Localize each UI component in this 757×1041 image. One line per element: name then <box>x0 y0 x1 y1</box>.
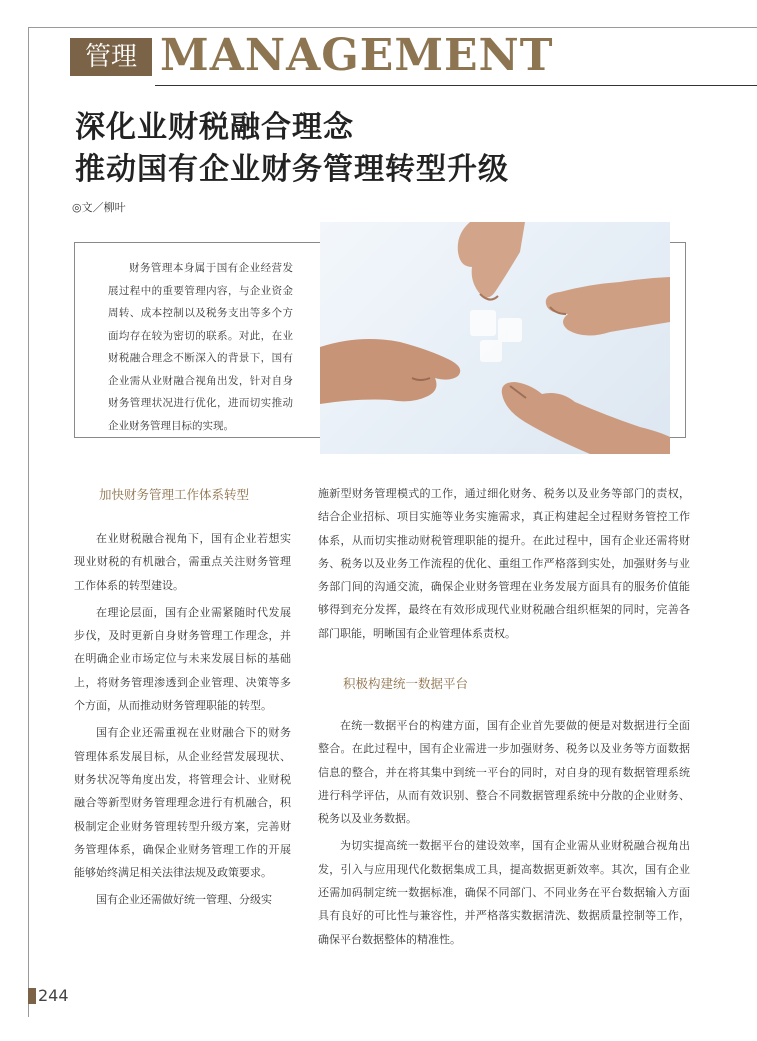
page-number: 244 <box>38 986 69 1005</box>
section1-paragraph: 在理论层面，国有企业需紧随时代发展步伐，及时更新自身财务管理工作理念，并在明确企业市场定位与未来发展目标的基础上，将财务管理渗透到企业管理、决策等多个方面，从而推动财务管理职能的转型。 <box>74 605 291 713</box>
byline: ◎文／柳叶 <box>72 201 126 214</box>
hand-top <box>458 222 525 300</box>
page-number-bar <box>28 988 36 1004</box>
section-title-en: MANAGEMENT <box>160 30 554 81</box>
page-border-left <box>28 27 29 1017</box>
section1-paragraph: 国有企业还需重视在业财融合下的财务管理体系发展目标，从企业经营发展现状、财务状况等角度出发，将管理会计、业财税融合等新型财务管理理念进行有机融合，积极制定企业财务管理转型升级方案，完善财务管理体系，确保企业财务管理工作的开展能够始终满足相关法律法规及政策要求。 <box>74 726 291 880</box>
section1-paragraph: 国有企业还需做好统一管理、分级实 <box>96 893 272 907</box>
article-title-line2: 推动国有企业财务管理转型升级 <box>75 152 509 187</box>
hand-bottom-right <box>502 382 670 454</box>
hand-right <box>546 277 670 336</box>
hands-illustration <box>320 222 670 454</box>
column-right-bottom <box>318 714 690 955</box>
section2-paragraph: 在统一数据平台的构建方面，国有企业首先要做的便是对数据进行全面整合。在此过程中，国有企业需进一步加强财务、税务以及业务等方面数据信息的整合，并在将其集中到统一平台的同时，对自身的现有数据管理系统进行科学评估，从而有效识别、整合不同数据管理系统中分散的企业财务、税务以及业务数据。 <box>318 719 690 826</box>
section1-heading: 加快财务管理工作体系转型 <box>99 487 250 502</box>
column-right-top <box>318 482 690 649</box>
column-left <box>74 527 291 916</box>
section2-heading: 积极构建统一数据平台 <box>343 676 469 691</box>
article-title-line1: 深化业财税融合理念 <box>75 110 354 145</box>
header-rule <box>155 85 757 86</box>
section-tag: 管理 <box>70 38 152 76</box>
hands-puzzle-photo <box>320 222 670 454</box>
page-border-top <box>28 27 757 28</box>
puzzle-pieces <box>470 310 522 362</box>
section1-continuation: 施新型财务管理模式的工作，通过细化财务、税务以及业务等部门的责权，结合企业招标、项目实施等业务实施需求，真正构建起全过程财务管控工作体系，从而切实推动财税管理职能的提升。在此过程中，国有企业还需将财务、税务以及业务工作流程的优化、重组工作严格落到实处，加强财务与业务部门间的沟通交流，确保企业财务管理在业务发展方面具有的服务价值能够得到充分发挥，最终在有效形成现代业财税融合组织框架的同时，完善各部门职能，明晰国有企业管理体系责权。 <box>318 487 690 640</box>
section1-paragraph: 在业财税融合视角下，国有企业若想实现业财税的有机融合，需重点关注财务管理工作体系的转型建设。 <box>74 532 291 592</box>
abstract-text: 财务管理本身属于国有企业经营发展过程中的重要管理内容，与企业资金周转、成本控制以及税务支出等多个方面均存在较为密切的联系。对此，在业财税融合理念不断深入的背景下，国有企业需从业财融合视角出发，针对自身财务管理状况进行优化，进而切实推动企业财务管理目标的实现。 <box>108 262 293 432</box>
hand-left <box>320 339 460 404</box>
section2-paragraph: 为切实提高统一数据平台的建设效率，国有企业需从业财税融合视角出发，引入与应用现代化数据集成工具，提高数据更新效率。其次，国有企业还需加码制定统一数据标准，确保不同部门、不同业务在平台数据输入方面具有良好的可比性与兼容性，并严格落实数据清洗、数据质量控制等工作，确保平台数据整体的精准性。 <box>318 839 690 946</box>
